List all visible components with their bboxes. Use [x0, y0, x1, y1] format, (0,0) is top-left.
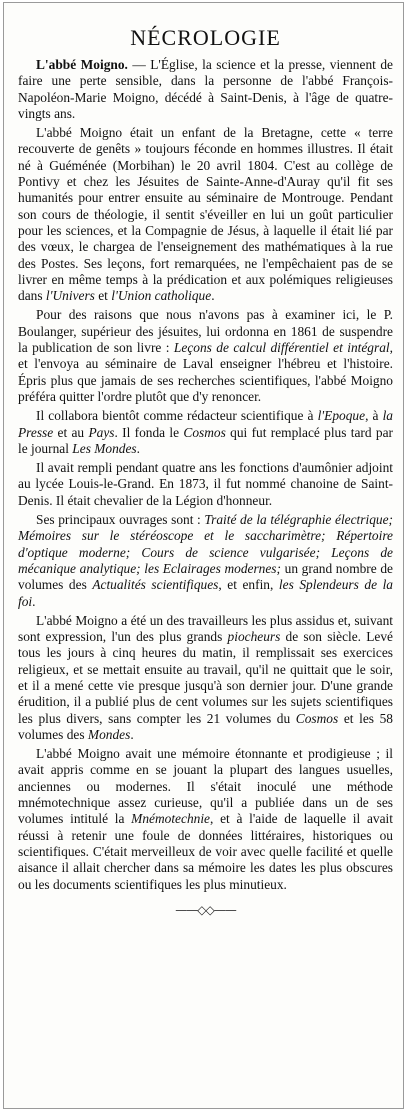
article-paragraph — [18, 408, 393, 457]
article-paragraph — [18, 125, 393, 304]
italic-title: Leçons de calcul différentiel et intégral — [173, 340, 390, 356]
italic-title: Cosmos — [183, 424, 226, 440]
italic-title: l'Univers — [45, 288, 95, 304]
italic-title: Cosmos — [295, 710, 339, 726]
italic-title: Actualités scientifiques — [92, 577, 219, 593]
text-run: Il collabora bientôt comme rédacteur scientifique à — [36, 408, 318, 424]
text-run: et au — [53, 424, 89, 440]
text-run: Il avait rempli pendant quatre ans les fonctions d'aumônier adjoint au lycée Louis-le-Grand. En 1873, il fut nommé chanoine de Saint-Denis. Il était chevalier de la Légion d'honneur. — [18, 460, 393, 508]
article-paragraph — [18, 307, 393, 405]
text-run: . Il fonda le — [114, 424, 184, 440]
text-run: un grand nombre de volumes des — [18, 560, 393, 593]
italic-title: Mnémotechnie — [131, 811, 210, 827]
article-paragraph — [18, 613, 393, 743]
text-run: . — [130, 726, 134, 742]
text-run: Ses principaux ouvrages sont : — [36, 512, 205, 528]
italic-title: les Splendeurs de la foi — [18, 577, 393, 609]
text-run: L'abbé Moigno a été un des travailleurs les plus assidus et, suivant sont expression, l'un des plus grands — [18, 612, 393, 645]
text-run: . — [32, 593, 36, 609]
text-run: L'abbé Moigno avait une mémoire étonnante et prodigieuse ; il avait appris comme en se jouant la plupart des langues usuelles, anciennes ou modernes. Il s'était inoculé une méthode mnémotechnique assez curieuse, qu'il a publiée dans un de ses volumes intitulé la — [18, 746, 393, 827]
text-run: , et l'envoya au séminaire de Laval enseigner l'hébreu et l'histoire. Épris plus que jamais de ses recherches scientifiques, l'abbé Moigno préféra quitter l'ordre plutôt que d'y renoncer. — [18, 340, 393, 404]
text-run: qui fut remplacé plus tard par le journal — [18, 424, 394, 456]
article-paragraph — [18, 460, 393, 509]
italic-title: Les Mondes — [72, 440, 137, 456]
article-paragraph — [18, 512, 393, 610]
text-run: . — [211, 288, 215, 304]
text-run: et — [94, 288, 112, 304]
text-run: L'abbé Moigno était un enfant de la Bretagne, cette « terre recouverte de genêts » toujours féconde en hommes illustres. Il était né à Guéménée (Morbihan) le 20 avril 1804. C'est au collège de Pontivy et chez les Jésuites de Sainte-Anne-d'Auray qu'il fit ses humanités pour entrer ensuite au séminaire de Montrouge. Pendant son cours de théologie, il sentit s'éveiller en lui un goût particulier pour les sciences, et la Compagnie de Jésus, à laquelle il était lié par des vœux, le chargea de l'enseignement des mathématiques à la rue des Postes. Ses leçons, fort remarquées, ne l'empêchaient pas de se livrer en même temps à la prédication et aux polémiques religieuses dans — [18, 125, 393, 304]
section-title: NÉCROLOGIE — [130, 25, 281, 50]
text-run: de son siècle. Levé tous les jours à cinq heures du matin, il remplissait ses exercices religieux, et se mettait ensuite au travail, qu'il ne quittait que le soir, et il a mené cette vie presque jusqu'à son dernier jour. D'une grande érudition, il a publié plus de cent volumes sur les sujets scientifiques les plus divers, sans compter les 21 volumes du — [18, 629, 393, 726]
italic-title: l'Union catholique — [111, 288, 212, 304]
lead-name: L'abbé Moigno. — [36, 57, 128, 72]
text-run: , et à l'aide de laquelle il avait réussi à retenir une foule de données littéraires, historiques ou scientifiques. C'était merveilleux de voir avec quelle facilité et quelle aisance il allait chercher dans sa mémoire les dates les plus obscures ou les documents scientifiques les plus minutieux. — [18, 811, 393, 892]
italic-title: Traité de la télégraphie électrique; Mémoires sur le stéréoscope et le saccharimètre; Répertoire d'optique moderne; Cours de science vulgarisée; Leçons de mécanique analytique; les Eclairages modernes; — [18, 512, 393, 576]
text-run: , et enfin, — [218, 577, 279, 593]
article-paragraph — [18, 57, 393, 122]
italic-title: Mondes — [87, 726, 131, 742]
text-run: Pour des raisons que nous n'avons pas à examiner ici, le P. Boulanger, supérieur des jésuites, lui ordonna en 1861 de suspendre la publication de son livre : — [18, 307, 393, 356]
text-run: . — [136, 440, 141, 456]
italic-title: la Presse — [18, 408, 393, 440]
ornament-divider: ——◇◇—— — [175, 902, 236, 917]
text-run: — L'Église, la science et la presse, viennent de faire une perte sensible, dans la personne de l'abbé François-Napoléon-Marie Moigno, décédé à Saint-Denis, à l'âge de quatre-vingts ans. — [18, 57, 393, 121]
text-run: et les 58 volumes des — [18, 710, 393, 742]
text-run: , à — [365, 408, 383, 424]
article-paragraph — [18, 746, 393, 893]
italic-title: l'Epoque — [317, 408, 366, 424]
newspaper-page — [3, 2, 404, 1109]
article-body — [18, 57, 393, 893]
italic-title: Pays — [88, 424, 115, 440]
italic-title: piocheurs — [227, 629, 281, 645]
